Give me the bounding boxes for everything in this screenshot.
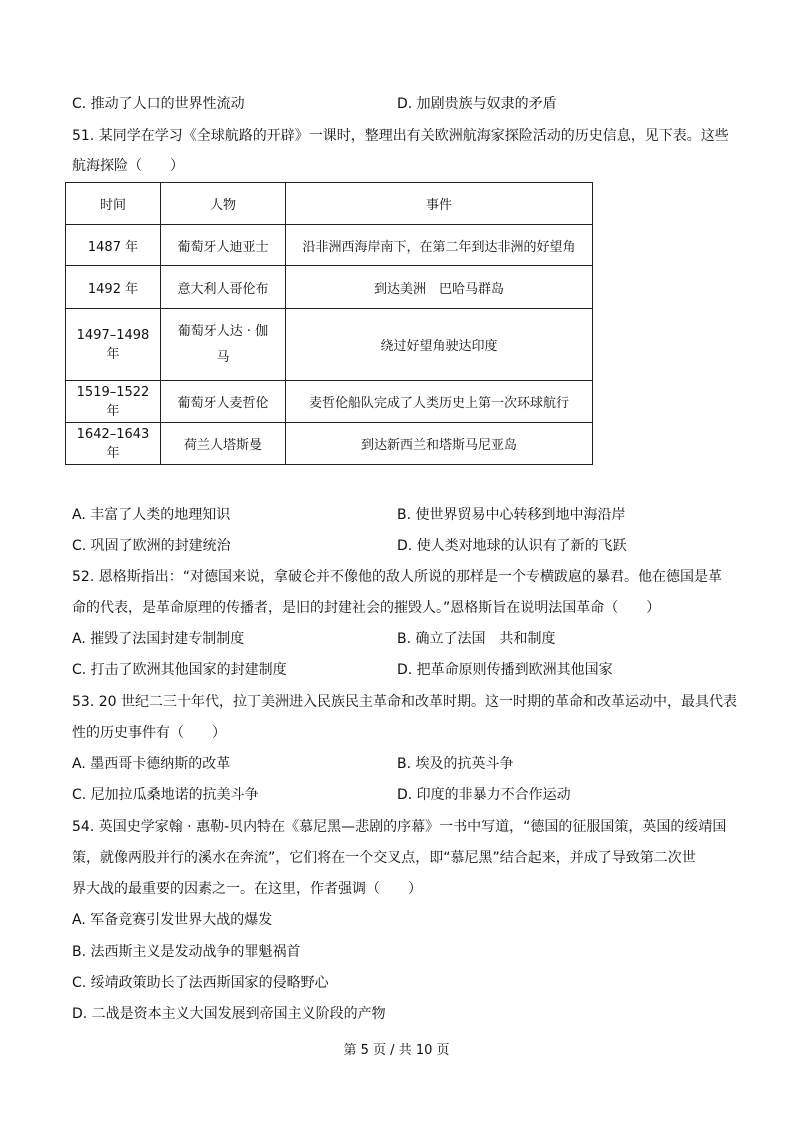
q51-option-a: A. 丰富了人类的地理知识 bbox=[72, 507, 231, 523]
row-person-line-2: 马 bbox=[216, 349, 230, 365]
q51-stem-line-1: 51. 某同学在学习《全球航路的开辟》一课时，整理出有关欧洲航海家探险活动的历史信息，见下表。这些 bbox=[72, 128, 729, 144]
row-time: 1497–1498 年 bbox=[66, 309, 161, 381]
row-person bbox=[161, 309, 286, 381]
table-row bbox=[66, 309, 593, 381]
row-person: 意大利人哥伦布 bbox=[161, 266, 286, 309]
q52-stem-line-2: 命的代表，是革命原理的传播者，是旧的封建社会的摧毁人。”恩格斯旨在说明法国革命（ ） bbox=[72, 600, 661, 616]
header-person: 人物 bbox=[161, 183, 286, 225]
q52-option-a: A. 摧毁了法国封建专制制度 bbox=[72, 631, 245, 647]
q54-option-d: D. 二战是资本主义大国发展到帝国主义阶段的产物 bbox=[72, 1006, 386, 1022]
row-event: 绕过好望角驶达印度 bbox=[286, 309, 593, 381]
header-event: 事件 bbox=[286, 183, 593, 225]
q53-option-c: C. 尼加拉瓜桑地诺的抗美斗争 bbox=[72, 787, 259, 803]
q54-stem-line-2: 策，就像两股并行的溪水在奔流”，它们将在一个交叉点，即“慕尼黑”结合起来，并成了导致第二次世 bbox=[72, 850, 696, 866]
q52-option-c: C. 打击了欧洲其他国家的封建制度 bbox=[72, 662, 287, 678]
q53-stem-line-1: 53. 20 世纪二三十年代，拉丁美洲进入民族民主革命和改革时期。这一时期的革命和改革运动中，最具代表 bbox=[72, 694, 737, 710]
row-event: 麦哲伦船队完成了人类历史上第一次环球航行 bbox=[286, 381, 593, 423]
table-row bbox=[66, 423, 593, 465]
row-time: 1519–1522 年 bbox=[66, 381, 161, 423]
q53-option-a: A. 墨西哥卡德纳斯的改革 bbox=[72, 756, 231, 772]
table-row bbox=[66, 225, 593, 266]
row-time: 1642–1643 年 bbox=[66, 423, 161, 465]
q51-option-d: D. 使人类对地球的认识有了新的飞跃 bbox=[397, 538, 627, 554]
table-row bbox=[66, 381, 593, 423]
row-event: 到达美洲 巴哈马群岛 bbox=[286, 266, 593, 309]
row-event: 到达新西兰和塔斯马尼亚岛 bbox=[286, 423, 593, 465]
row-person: 葡萄牙人麦哲伦 bbox=[161, 381, 286, 423]
q53-option-d: D. 印度的非暴力不合作运动 bbox=[397, 787, 571, 803]
table-row bbox=[66, 266, 593, 309]
q54-stem-line-1: 54. 英国史学家翰 · 惠勒-贝内特在《慕尼黑—悲剧的序幕》一书中写道，“德国的征服国策，英国的绥靖国 bbox=[72, 819, 727, 835]
q54-stem-line-3: 界大战的最重要的因素之一。在这里，作者强调（ ） bbox=[72, 881, 422, 897]
q51-option-b: B. 使世界贸易中心转移到地中海沿岸 bbox=[397, 507, 626, 523]
row-time: 1492 年 bbox=[66, 266, 161, 309]
navigation-history-table bbox=[65, 182, 593, 465]
q52-option-d: D. 把革命原则传播到欧洲其他国家 bbox=[397, 662, 613, 678]
q51-option-c: C. 巩固了欧洲的封建统治 bbox=[72, 538, 231, 554]
header-time: 时间 bbox=[66, 183, 161, 225]
q52-stem-line-1: 52. 恩格斯指出：“对德国来说，拿破仑并不像他的敌人所说的那样是一个专横跋扈的暴君。他在德国是革 bbox=[72, 569, 722, 585]
q50-option-c: C. 推动了人口的世界性流动 bbox=[72, 96, 245, 112]
row-time: 1487 年 bbox=[66, 225, 161, 266]
q54-option-a: A. 军备竞赛引发世界大战的爆发 bbox=[72, 912, 273, 928]
q52-option-b: B. 确立了法国 共和制度 bbox=[397, 631, 556, 647]
row-person-line-1: 葡萄牙人达 · 伽 bbox=[177, 323, 269, 339]
row-event: 沿非洲西海岸南下，在第二年到达非洲的好望角 bbox=[286, 225, 593, 266]
row-person: 葡萄牙人迪亚士 bbox=[161, 225, 286, 266]
table-header-row bbox=[66, 183, 593, 225]
row-person: 荷兰人塔斯曼 bbox=[161, 423, 286, 465]
page-footer: 第 5 页 / 共 10 页 bbox=[343, 1043, 450, 1058]
q54-option-c: C. 绥靖政策助长了法西斯国家的侵略野心 bbox=[72, 975, 329, 991]
q53-option-b: B. 埃及的抗英斗争 bbox=[397, 756, 514, 772]
q53-stem-line-2: 性的历史事件有（ ） bbox=[72, 725, 226, 741]
q54-option-b: B. 法西斯主义是发动战争的罪魁祸首 bbox=[72, 944, 301, 960]
q50-option-d: D. 加剧贵族与奴隶的矛盾 bbox=[397, 96, 557, 112]
q51-stem-line-2: 航海探险（ ） bbox=[72, 158, 184, 174]
